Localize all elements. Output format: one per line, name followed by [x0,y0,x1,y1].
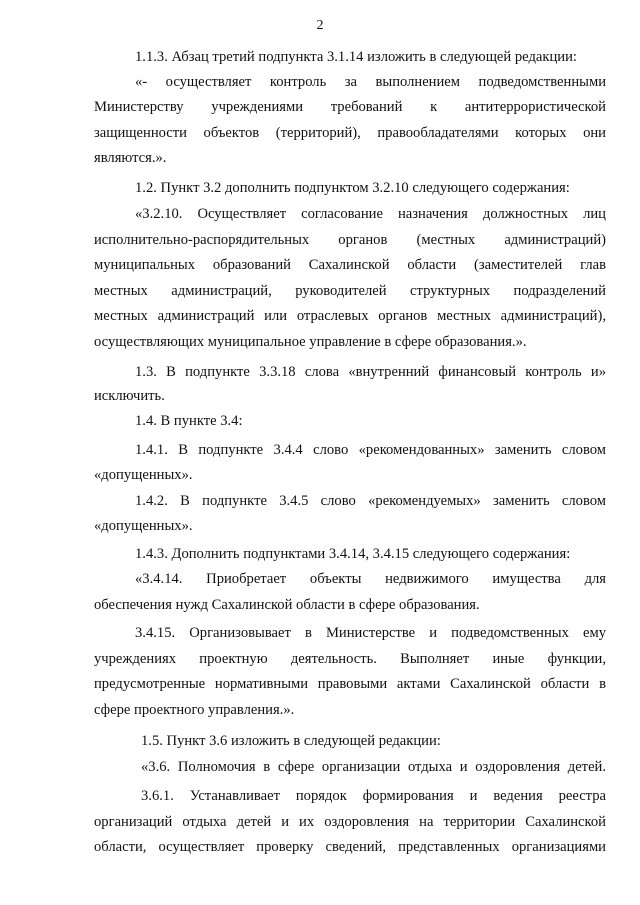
text-line: 1.1.3. Абзац третий подпункта 3.1.14 изложить в следующей редакции: [135,49,577,65]
text-line: «- осуществляет контроль за выполнением подведомственными [135,74,606,90]
text-line: «3.6. Полномочия в сфере организации отдыха и оздоровления детей. [141,759,606,775]
text-line: исполнительно-распорядительных органов (местных администраций) [94,232,606,248]
text-line: 1.4.3. Дополнить подпунктами 3.4.14, 3.4.15 следующего содержания: [135,546,571,562]
text-line: местных администраций или отраслевых органов местных администраций), [94,308,606,324]
text-line: 3.4.15. Организовывает в Министерстве и подведомственных ему [135,625,606,641]
text-line: области, осуществляет проверку сведений, представленных организациями [94,839,606,855]
text-line: защищенности объектов (территорий), правообладателями которых они [94,125,606,141]
text-line: муниципальных образований Сахалинской области (заместителей глав [94,257,606,273]
text-line: осуществляющих муниципальное управление в сфере образования.». [94,334,527,350]
text-line: организаций отдыха детей и их оздоровления на территории Сахалинской [94,814,606,830]
text-line: 1.5. Пункт 3.6 изложить в следующей редакции: [141,733,441,749]
text-line: местных администраций, руководителей структурных подразделений [94,283,606,299]
text-line: 1.3. В подпункте 3.3.18 слова «внутренний финансовый контроль и» [135,364,606,380]
page-number: 2 [316,18,324,33]
text-line: предусмотренные нормативными правовыми актами Сахалинской области в [94,676,606,692]
text-line: «допущенных». [94,467,193,483]
text-line: 3.6.1. Устанавливает порядок формирования и ведения реестра [141,788,606,804]
text-line: 1.4.2. В подпункте 3.4.5 слово «рекомендуемых» заменить словом [135,493,606,509]
text-line: обеспечения нужд Сахалинской области в сфере образования. [94,597,480,613]
text-line: «3.2.10. Осуществляет согласование назначения должностных лиц [135,206,606,222]
text-line: 1.2. Пункт 3.2 дополнить подпунктом 3.2.10 следующего содержания: [135,180,570,196]
text-line: Министерству учреждениями требований к антитеррористической [94,99,606,115]
text-line: 1.4.1. В подпункте 3.4.4 слово «рекомендованных» заменить словом [135,442,606,458]
text-line: «3.4.14. Приобретает объекты недвижимого имущества для [135,571,606,587]
text-line: 1.4. В пункте 3.4: [135,413,243,429]
text-line: учреждениях проектную деятельность. Выполняет иные функции, [94,651,606,667]
text-line: являются.». [94,150,167,166]
text-line: «допущенных». [94,518,193,534]
text-line: исключить. [94,388,165,404]
text-line: сфере проектного управления.». [94,702,295,718]
